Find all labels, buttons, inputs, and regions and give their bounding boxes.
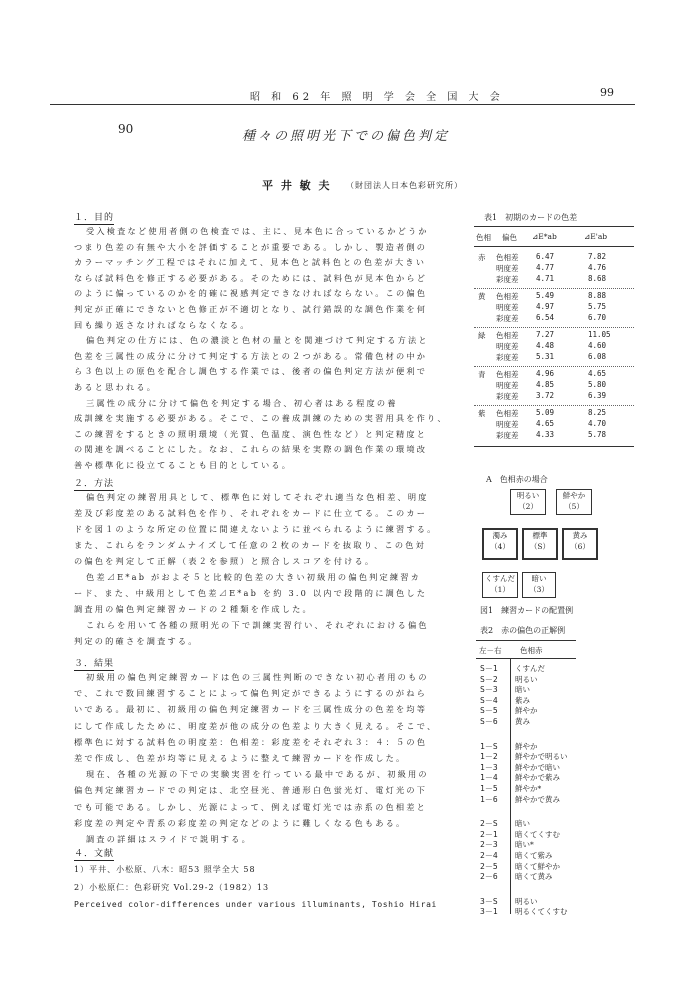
body-text-line: 三属性の成分に分けて偏色を判定する場合、初心者はある程度の養 xyxy=(86,397,398,408)
table1-hue-cell: 青 xyxy=(478,370,486,379)
table1-bias-cell: 明度差 xyxy=(496,381,519,390)
table1-group-separator xyxy=(474,288,634,289)
table1-bias-cell: 色相差 xyxy=(496,292,519,301)
table1-bias-cell: 彩度差 xyxy=(496,275,519,284)
table1-value-cell: 11.05 xyxy=(588,330,611,339)
card-standard-s: 標準 （S） xyxy=(522,528,558,560)
card-dark-3: 暗い （3） xyxy=(522,572,556,598)
table1-bias-cell: 彩度差 xyxy=(496,431,519,440)
table2-pair-cell: 1－S xyxy=(480,741,498,751)
body-text-line: 調査の詳細はスライドで説明する。 xyxy=(86,834,252,844)
table2-pair-cell: 1－2 xyxy=(480,752,498,762)
section-4-heading: ４．文献 xyxy=(74,849,115,859)
body-text-line: にして作成したために、明度差が他の成分の色差より大きく見える。そこで、 xyxy=(74,720,438,731)
table2-caption: 表2 赤の偏色の正解例 xyxy=(480,626,566,635)
body-text-line: ドを図１のような所定の位置に間違えないように並べられるように練習する。 xyxy=(74,524,438,534)
body-text-line: 判定が正確にできないと色修正が不適切となり、試行錯誤的な調色作業を何 xyxy=(74,304,428,314)
table1-value-cell: 4.70 xyxy=(588,419,607,428)
table2-answer-cell: 暗くて紫み xyxy=(515,851,553,860)
table1-value-cell: 7.82 xyxy=(588,252,607,261)
table1-value-cell: 4.76 xyxy=(588,263,607,272)
body-text-line: 差で作成し、色差が均等に見えるように整えて練習カードを作成した。 xyxy=(74,753,407,763)
table1-value-cell: 4.65 xyxy=(536,419,555,428)
table1-value-cell: 8.25 xyxy=(588,408,607,417)
card-dull-1: くすんだ （1） xyxy=(482,572,518,598)
table2-pair-cell: 3－S xyxy=(480,896,498,906)
table2-pair-cell: 1－5 xyxy=(480,784,498,793)
author-affiliation: （財団法人日本色彩研究所） xyxy=(346,181,463,190)
table2-pair-cell: 2－4 xyxy=(480,851,498,860)
reference-1: 1）平井、小松原、八木：昭53 照学全大 58 xyxy=(74,865,256,874)
table1-value-cell: 3.72 xyxy=(536,391,555,400)
body-text-line: いである。最初に、初級用の偏色判定練習カードを三属性成分の色差を均等 xyxy=(74,704,428,715)
table1-bias-cell: 明度差 xyxy=(496,264,519,273)
table2-pair-cell: 2－S xyxy=(480,819,498,829)
table2-pair-cell: S－6 xyxy=(480,717,498,726)
table1-value-cell: 4.97 xyxy=(536,302,555,311)
body-text-line: 偏色判定の仕方には、色の濃淡と色材の量とを関連づけて判定する方法と xyxy=(86,335,429,346)
table2-header-red: 色相赤 xyxy=(520,646,543,655)
table1-hue-cell: 赤 xyxy=(478,253,486,262)
table1-bottom-rule xyxy=(474,446,634,447)
body-text-line: ード、また、中級用として色差⊿E*ab を約 3.0 以内で段階的に調色した xyxy=(74,588,428,598)
table1-value-cell: 4.71 xyxy=(536,274,555,283)
table2-pair-cell: 2－5 xyxy=(480,861,498,871)
figure1-caption: 図1 練習カードの配置例 xyxy=(480,606,574,615)
body-text-line: ら３色以上の原色を配合し調色する作業では、後者の偏色判定方法が便利で xyxy=(74,366,428,377)
table1-value-cell: 4.65 xyxy=(588,369,607,378)
table2-pair-cell: S－1 xyxy=(480,664,498,673)
table2-pair-cell: S－4 xyxy=(480,695,498,705)
table2-answer-cell: 黄み xyxy=(515,717,530,726)
table2-answer-cell: 鮮やかで黄み xyxy=(515,794,560,804)
table1-value-cell: 5.49 xyxy=(536,291,555,300)
body-text-line: のように偏っているのかを的確に視感判定できなければならない。この偏色 xyxy=(74,288,428,299)
page-number: 99 xyxy=(600,86,614,99)
table1-bias-cell: 色相差 xyxy=(496,331,519,340)
table1-value-cell: 4.48 xyxy=(536,341,555,350)
table2-answer-cell: 明るい xyxy=(515,674,538,684)
table1-value-cell: 8.68 xyxy=(588,274,607,283)
table1-bias-cell: 彩度差 xyxy=(496,392,519,401)
body-text-line: 回も繰り返さなければならなくなる。 xyxy=(74,319,251,330)
paper-number: 90 xyxy=(118,122,134,136)
card-bright-2: 明るい （2） xyxy=(510,489,546,515)
figure1-section-title: A 色相赤の場合 xyxy=(486,475,548,484)
table2-header-pair: 左－右 xyxy=(479,646,502,655)
body-text-line: ならば試料色を修正する必要がある。そのためには、試料色が見本色からど xyxy=(74,272,428,283)
body-text-line: の偏色を判定して正解（表２を参照）と照合しスコアを付ける。 xyxy=(74,556,376,566)
table1-caption: 表1 初期のカードの色差 xyxy=(484,213,578,222)
table1-value-cell: 4.77 xyxy=(536,263,555,272)
table1-value-cell: 4.60 xyxy=(588,341,607,350)
table1-header-bias: 偏色 xyxy=(502,233,517,242)
body-text-line: 受入検査など使用者側の色検査では、主に、見本色に合っているかどうか xyxy=(86,226,429,236)
body-text-line: でも可能である。しかし、光源によって、例えば電灯光では赤系の色相差と xyxy=(74,801,428,812)
table1-value-cell: 4.96 xyxy=(536,369,555,378)
author-name: 平 井 敏 夫 xyxy=(262,179,332,192)
paper-title: 種々の照明光下での偏色判定 xyxy=(242,129,451,144)
table2-pair-cell: 2－6 xyxy=(480,872,498,882)
table2-top-rule xyxy=(476,640,576,641)
body-text-line: 成訓練を実施する必要がある。そこで、この養成訓練のための実習用具を作り、 xyxy=(74,413,448,424)
table1-bias-cell: 色相差 xyxy=(496,370,519,379)
body-text-line: 色差⊿E*ab がおよそ５と比較的色差の大きい初級用の偏色判定練習カ xyxy=(86,572,422,582)
table2-pair-cell: 2－3 xyxy=(480,840,498,850)
table1-value-cell: 5.09 xyxy=(536,408,555,417)
table1-bias-cell: 色相差 xyxy=(496,409,519,418)
table1-value-cell: 5.78 xyxy=(588,430,607,439)
table1-top-rule xyxy=(474,226,634,227)
table1-bias-cell: 彩度差 xyxy=(496,353,519,362)
section-1-heading: １．目的 xyxy=(74,213,115,223)
body-text-line: 標準色に対する試料色の明度差：色相差：彩度差をそれぞれ３：４：５の色 xyxy=(74,736,428,747)
body-text-line: この練習をするときの照明環境（光質、色温度、演色性など）と判定精度と xyxy=(74,428,428,439)
card-purplish-4: 濁み （4） xyxy=(482,528,518,560)
table2-pair-cell: S－2 xyxy=(480,674,498,684)
table1-hue-cell: 黄 xyxy=(478,292,486,301)
body-text-line: 初級用の偏色判定練習カードは色の三属性判断のできない初心者用のもの xyxy=(86,672,429,682)
table2-answer-cell: 鮮やか* xyxy=(515,784,542,793)
table2-answer-cell: 暗い* xyxy=(515,840,534,850)
table2-pair-cell: S－5 xyxy=(480,706,498,716)
body-text-line: 色差を三属性の成分に分けて判定する方法との２つがある。常備色材の中か xyxy=(74,350,428,361)
table2-pair-cell: 1－3 xyxy=(480,762,498,772)
header-rule xyxy=(50,104,635,105)
table1-value-cell: 6.54 xyxy=(536,313,555,322)
table1-bias-cell: 明度差 xyxy=(496,342,519,351)
section-2-heading: ２．方法 xyxy=(74,479,115,489)
table1-value-cell: 6.08 xyxy=(588,352,607,361)
body-text-line: 善や標準化に役立てることも目的としている。 xyxy=(74,460,293,470)
body-text-line: 偏色判定の練習用具として、標準色に対してそれぞれ適当な色相差、明度 xyxy=(86,492,429,502)
table2-answer-cell: くすんだ xyxy=(515,664,545,673)
table2-pair-cell: 2－1 xyxy=(480,829,498,839)
body-text-line: あると思われる。 xyxy=(74,382,158,392)
table1-value-cell: 6.39 xyxy=(588,391,607,400)
table2-header-rule xyxy=(476,658,576,659)
table2-answer-cell: 暗くてくすむ xyxy=(515,829,560,839)
table1-value-cell: 5.75 xyxy=(588,302,607,311)
table1-value-cell: 5.80 xyxy=(588,380,607,389)
table2-answer-cell: 鮮やかで紫み xyxy=(515,773,560,783)
table2-answer-cell: 明るい xyxy=(515,896,538,906)
body-text-line: 彩度差の判定や青系の彩度差の判定などのように難しくなる色もある。 xyxy=(74,817,407,828)
table1-header-rule xyxy=(474,246,634,247)
table2-pair-cell: 1－4 xyxy=(480,773,498,783)
table1-value-cell: 6.70 xyxy=(588,313,607,322)
section-3-heading: ３．結果 xyxy=(74,659,115,669)
english-title: Perceived color-differences under various illuminants, Toshio Hirai xyxy=(74,900,437,909)
body-text-line: カラーマッチング工程ではそれに加えて、見本色と試料色との色差が大きい xyxy=(74,257,427,268)
table2-answer-cell: 明るくてくすむ xyxy=(515,907,568,917)
body-text-line: の関連を調べることにした。なお、これらの結果を実際の調色作業の環境改 xyxy=(74,444,428,455)
table2-column-rule xyxy=(510,658,511,914)
table1-group-separator xyxy=(474,366,634,367)
body-text-line: これらを用いて各種の照明光の下で訓練実習行い、それぞれにおける偏色 xyxy=(86,620,429,630)
table2-pair-cell: S－3 xyxy=(480,685,498,695)
table2-answer-cell: 鮮やかで暗い xyxy=(515,762,560,772)
table2-pair-cell: 1－6 xyxy=(480,794,498,804)
table2-answer-cell: 暗くて黄み xyxy=(515,872,553,882)
table1-value-cell: 8.88 xyxy=(588,291,607,300)
running-header: 昭 和 62 年 照 明 学 会 全 国 大 会 xyxy=(250,92,504,103)
table2-answer-cell: 鮮やか xyxy=(515,706,538,716)
table2-answer-cell: 暗い xyxy=(515,819,530,829)
table1-bias-cell: 明度差 xyxy=(496,420,519,429)
table1-hue-cell: 緑 xyxy=(478,331,486,340)
table1-value-cell: 7.27 xyxy=(536,330,555,339)
table1-bias-cell: 色相差 xyxy=(496,253,519,262)
body-text-line: 調査用の偏色判定練習カードの２種類を作成した。 xyxy=(74,604,313,614)
reference-2: 2）小松原仁：色彩研究 Vol.29-2（1982）13 xyxy=(74,883,270,892)
body-text-line: で、これで数回練習することによって偏色判定ができるようにするのがねら xyxy=(74,688,428,699)
body-text-line: 差及び彩度差のある試料色を作り、それぞれをカードに仕立てる。このカー xyxy=(74,508,428,518)
body-text-line: また、これらをランダムナイズして任意の２枚のカードを抜取り、この色対 xyxy=(74,540,427,550)
table1-hue-cell: 紫 xyxy=(478,409,486,418)
card-vivid-5: 鮮やか （5） xyxy=(556,489,592,515)
table2-answer-cell: 暗くて鮮やか xyxy=(515,861,560,871)
table1-bias-cell: 明度差 xyxy=(496,303,519,312)
table2-answer-cell: 鮮やか xyxy=(515,741,538,751)
body-text-line: 偏色判定練習カードでの判定は、北空昼光、普通形白色蛍光灯、電灯光の下 xyxy=(74,785,428,796)
table1-bias-cell: 彩度差 xyxy=(496,314,519,323)
table1-header-de-prime: ⊿E'ab xyxy=(584,232,608,241)
table2-answer-cell: 鮮やかで明るい xyxy=(515,752,568,762)
table1-value-cell: 5.31 xyxy=(536,352,555,361)
table2-answer-cell: 紫み xyxy=(515,695,530,705)
table1-value-cell: 6.47 xyxy=(536,252,555,261)
table1-header-hue: 色相 xyxy=(476,233,491,242)
body-text-line: 判定の的確さを調査する。 xyxy=(74,636,199,646)
table2-pair-cell: 3－1 xyxy=(480,907,498,917)
table1-group-separator xyxy=(474,405,634,406)
table1-value-cell: 4.85 xyxy=(536,380,555,389)
table1-group-separator xyxy=(474,327,634,328)
body-text-line: 現在、各種の光源の下での実験実習を行っている最中であるが、初級用の xyxy=(86,769,429,780)
body-text-line: つまり色差の有無や大小を評価することが重要である。しかし、製造者側の xyxy=(74,241,428,252)
table2-answer-cell: 暗い xyxy=(515,685,530,695)
table1-header-de-ab: ⊿E*ab xyxy=(532,232,557,241)
table1-value-cell: 4.33 xyxy=(536,430,555,439)
card-yellowish-6: 黄み （6） xyxy=(562,528,598,560)
